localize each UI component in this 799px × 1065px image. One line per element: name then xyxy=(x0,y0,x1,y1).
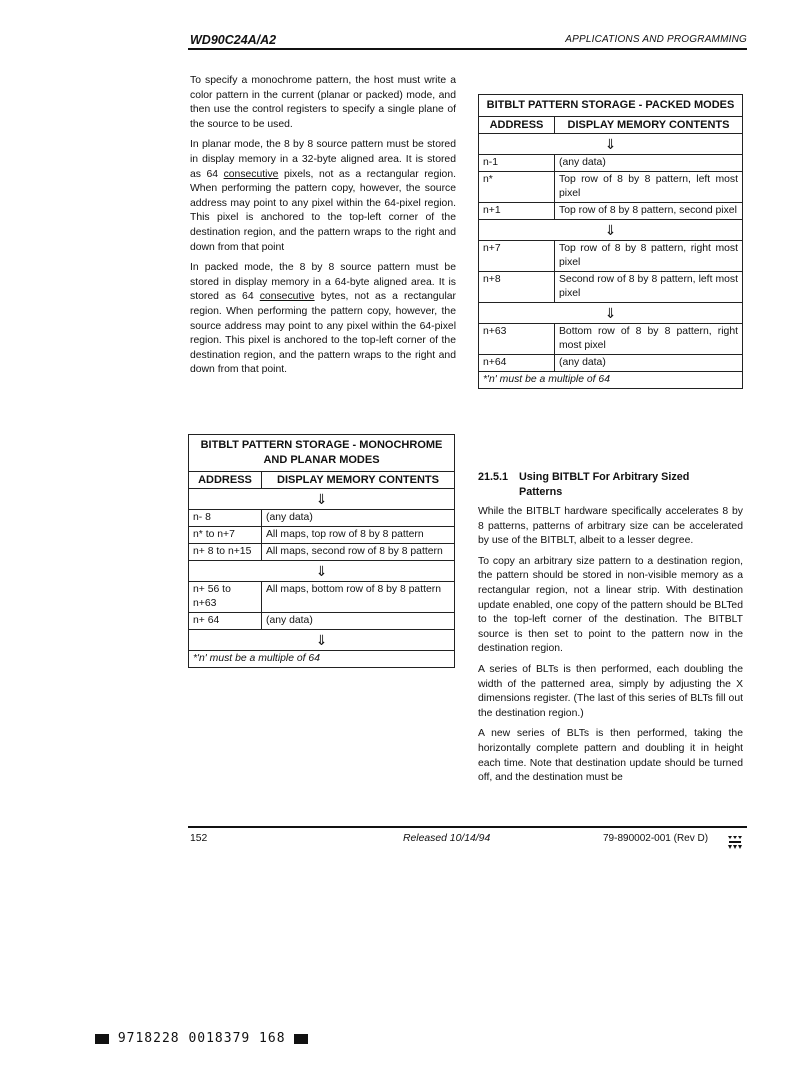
section-title-2: Patterns xyxy=(519,485,563,498)
down-arrow-icon: ⇓ xyxy=(479,220,743,241)
contents-cell: Bottom row of 8 by 8 pattern, right most pixel xyxy=(555,324,743,355)
text: In packed mode, the 8 by 8 source pattern must be stored in display memory in a 64-byte aligned area. It is stored as 64 xyxy=(190,262,456,303)
table-title: BITBLT PATTERN STORAGE - PACKED MODES xyxy=(479,95,743,117)
footer-rule xyxy=(188,826,747,828)
square-mark xyxy=(294,1034,308,1044)
section-title-1: Using BITBLT For Arbitrary Sized xyxy=(519,471,690,483)
barcode-line xyxy=(95,1031,308,1046)
contents-cell: Top row of 8 by 8 pattern, left most pixel xyxy=(555,172,743,203)
underlined-text: consecutive xyxy=(259,291,315,303)
address-cell: n* to n+7 xyxy=(189,527,262,544)
down-arrow-icon: ⇓ xyxy=(479,134,743,155)
section-heading-line-1 xyxy=(478,470,744,485)
underlined-text: consecutive xyxy=(223,168,279,180)
down-arrow-icon: ⇓ xyxy=(189,489,455,510)
paragraph: To copy an arbitrary size pattern to a destination region, the pattern should be stored in non-visible memory as a rectangular region, not a linear strip. With destination update enabled, one copy of the pattern should be BLTed to the top-left corner of the destination. The BITBLT source is then set to point to the pattern now in the destination region. xyxy=(478,555,743,655)
paragraph: A series of BLTs is then performed, each doubling the width of the patterned area, simply by adjusting the X dimensions register. (The last of this series of BLTs fill out the destination region.) xyxy=(478,663,743,719)
table-packed-modes xyxy=(478,94,743,389)
table-title: BITBLT PATTERN STORAGE - MONOCHROME AND PLANAR MODES xyxy=(189,435,455,472)
square-mark xyxy=(95,1034,109,1044)
address-cell: n-1 xyxy=(479,155,555,172)
contents-cell: All maps, second row of 8 by 8 pattern xyxy=(262,544,455,561)
right-column-body xyxy=(478,505,743,792)
column-header-address: ADDRESS xyxy=(189,472,262,489)
contents-cell: (any data) xyxy=(555,355,743,372)
contents-cell: (any data) xyxy=(262,510,455,527)
release-date: Released 10/14/94 xyxy=(403,833,491,844)
address-cell: n+ 8 to n+15 xyxy=(189,544,262,561)
down-arrow-icon: ⇓ xyxy=(189,630,455,651)
header-rule xyxy=(188,48,747,50)
paragraph: While the BITBLT hardware specifically accelerates 8 by 8 patterns, patterns of arbitrary size can be accelerated by use of the BITBLT, albeit to a lesser degree. xyxy=(478,506,743,547)
header-section: APPLICATIONS AND PROGRAMMING xyxy=(565,34,747,45)
address-cell: n+63 xyxy=(479,324,555,355)
page-number: 152 xyxy=(190,833,208,844)
text: bytes, not as a rectangular region. When performing the pattern copy, however, the source address may point to any pixel within the 64-pixel region. This pixel is anchored to the top-left corner of the destination region, and the pattern wraps to the right and down from that point. xyxy=(190,291,456,376)
text: pixels, not as a rectangular region. When performing the pattern copy, however, the source address may point to any pixel within the 64-pixel region. This pixel is anchored to the top-left corner of the destination region, and the pattern wraps to the right and down from that point xyxy=(190,168,456,253)
address-cell: n+8 xyxy=(479,272,555,303)
document-number: 79-890002-001 (Rev D) xyxy=(603,833,709,844)
contents-cell: Second row of 8 by 8 pattern, left most pixel xyxy=(555,272,743,303)
address-cell: n+7 xyxy=(479,241,555,272)
column-header-contents: DISPLAY MEMORY CONTENTS xyxy=(262,472,455,489)
address-cell: n+ 64 xyxy=(189,613,262,630)
address-cell: n+ 56 to n+63 xyxy=(189,582,262,613)
down-arrow-icon: ⇓ xyxy=(479,303,743,324)
contents-cell: All maps, bottom row of 8 by 8 pattern xyxy=(262,582,455,613)
address-cell: n+1 xyxy=(479,203,555,220)
barcode-text: 9718228 0018379 168 xyxy=(117,1031,286,1046)
column-header-contents: DISPLAY MEMORY CONTENTS xyxy=(555,117,743,134)
column-header-address: ADDRESS xyxy=(479,117,555,134)
address-cell: n* xyxy=(479,172,555,203)
table-footnote: *'n' must be a multiple of 64 xyxy=(479,372,743,389)
paragraph-packed xyxy=(190,261,456,378)
paragraph: A new series of BLTs is then performed, taking the horizontally complete pattern and doubling it in height each time. Note that destination update should be turned off, and the destination must be xyxy=(478,728,743,784)
wd-logo-icon xyxy=(727,833,743,851)
paragraph-planar xyxy=(190,138,456,255)
section-heading xyxy=(478,470,744,499)
contents-cell: All maps, top row of 8 by 8 pattern xyxy=(262,527,455,544)
table-monochrome-planar-modes xyxy=(188,434,455,668)
table-footnote: *'n' must be a multiple of 64 xyxy=(189,651,455,668)
text: In planar mode, the 8 by 8 source pattern must be stored in display memory in a 32-byte aligned area. It is stored as 64 xyxy=(190,139,456,180)
address-cell: n- 8 xyxy=(189,510,262,527)
header-title: WD90C24A/A2 xyxy=(190,33,277,47)
address-cell: n+64 xyxy=(479,355,555,372)
contents-cell: Top row of 8 by 8 pattern, second pixel xyxy=(555,203,743,220)
contents-cell: (any data) xyxy=(262,613,455,630)
section-number: 21.5.1 xyxy=(478,471,509,483)
contents-cell: (any data) xyxy=(555,155,743,172)
left-column xyxy=(190,74,456,384)
paragraph-monochrome: To specify a monochrome pattern, the host must write a color pattern in the current (planar or packed) mode, and then use the control registers to specify a single plane of the source to be used. xyxy=(190,75,456,130)
down-arrow-icon: ⇓ xyxy=(189,561,455,582)
contents-cell: Top row of 8 by 8 pattern, right most pixel xyxy=(555,241,743,272)
